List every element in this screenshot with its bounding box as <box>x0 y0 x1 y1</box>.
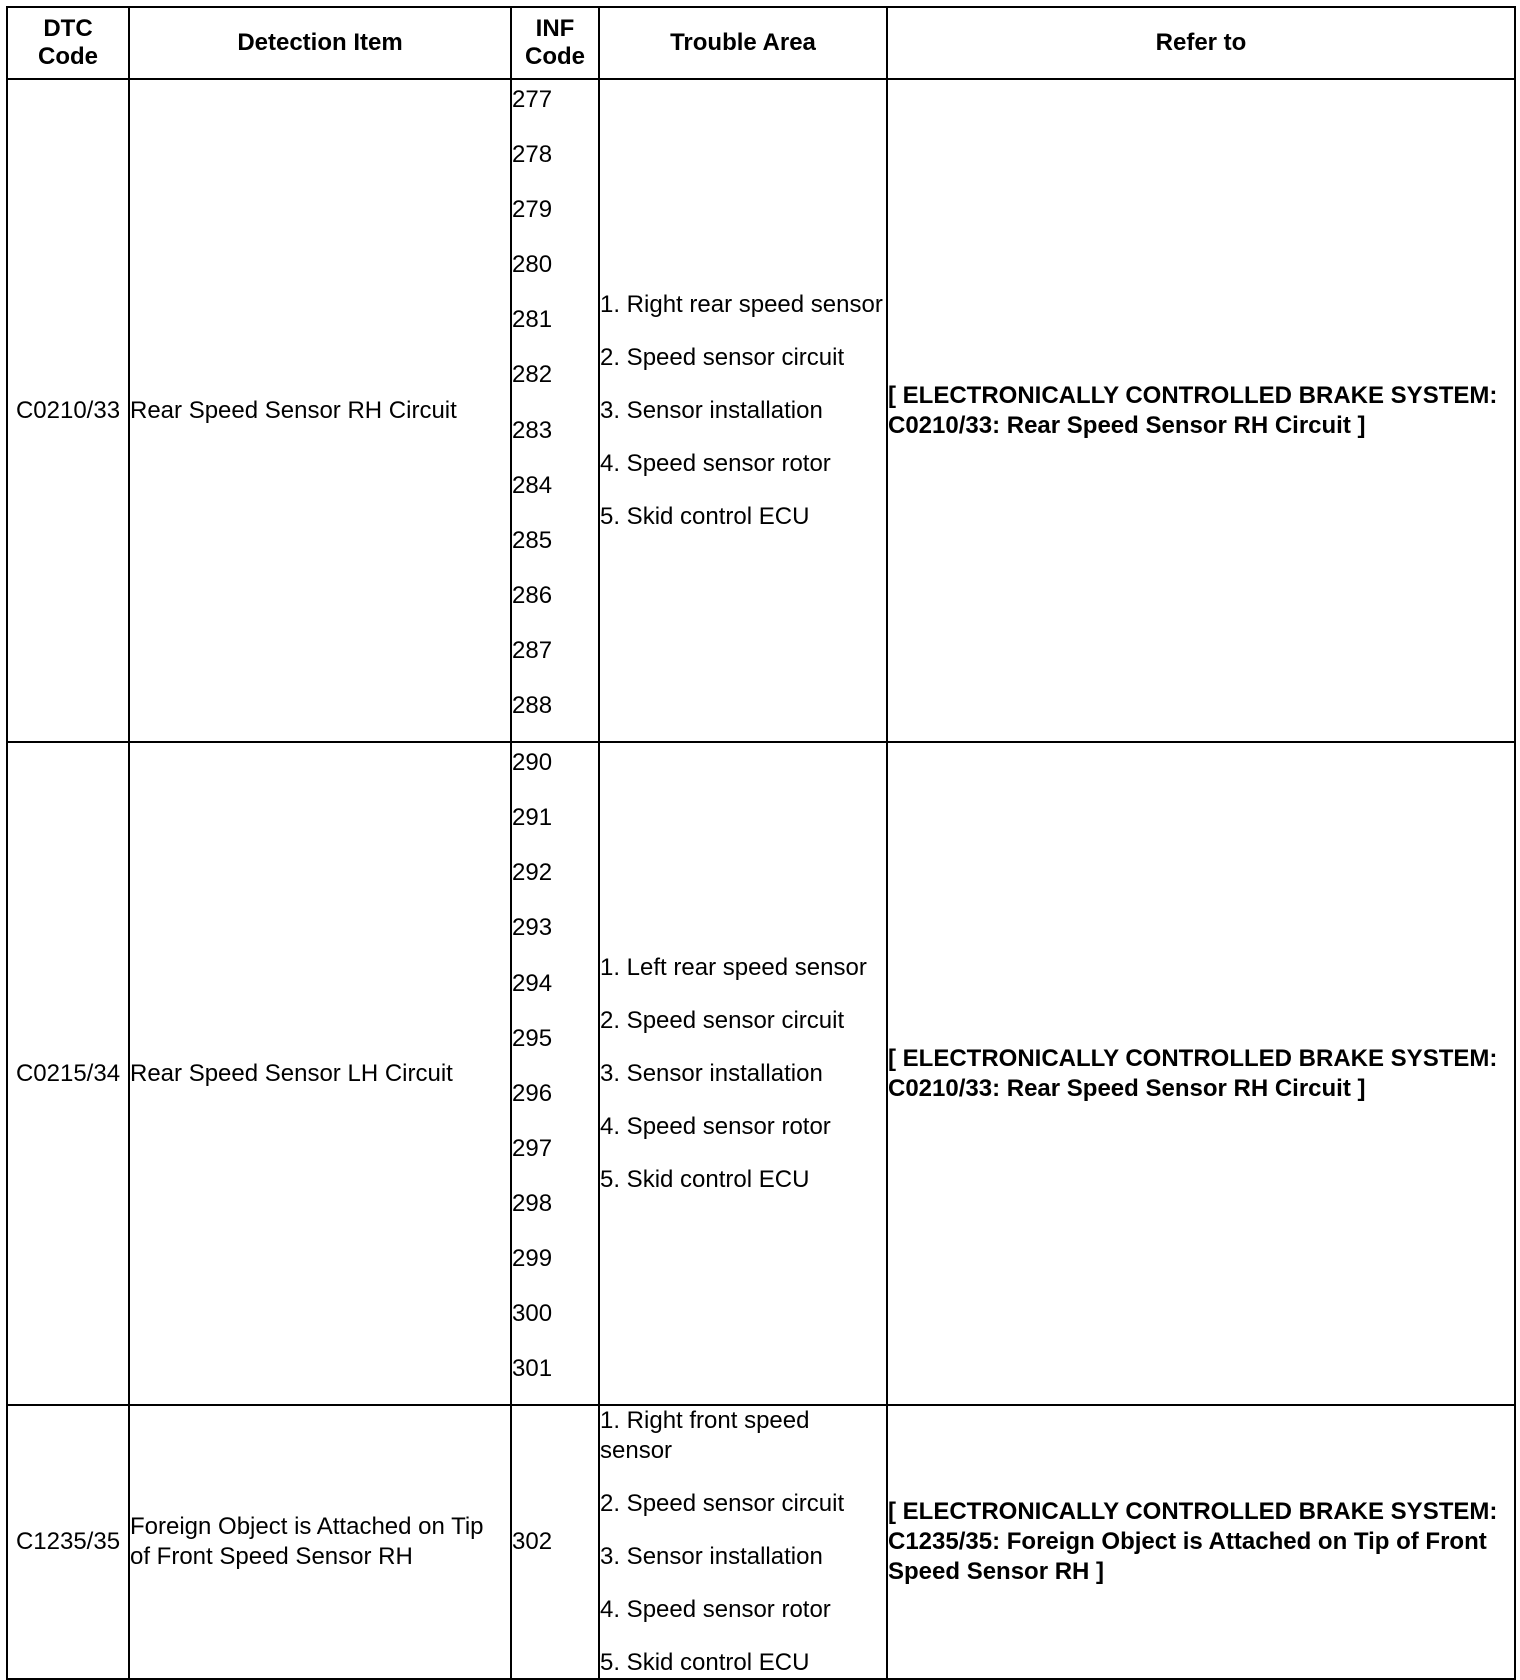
trouble-area-cell <box>599 1405 887 1679</box>
header-refer-to: Refer to <box>887 7 1515 79</box>
refer-to-link[interactable]: [ ELECTRONICALLY CONTROLLED BRAKE SYSTEM: C0210/33: Rear Speed Sensor RH Circuit ] <box>887 742 1515 1405</box>
detection-item-cell: Foreign Object is Attached on Tip of Front Speed Sensor RH <box>129 1405 511 1679</box>
trouble-area-item: 3. Sensor installation <box>600 396 823 424</box>
header-inf-code-line2: Code <box>525 43 585 70</box>
header-dtc-code <box>7 7 129 79</box>
inf-code: 282 <box>512 361 553 389</box>
trouble-area-item: 2. Speed sensor circuit <box>600 343 845 371</box>
header-inf-code <box>511 7 599 79</box>
detection-item-cell: Rear Speed Sensor LH Circuit <box>129 742 511 1405</box>
inf-code: 283 <box>512 416 553 444</box>
inf-code: 297 <box>512 1134 553 1162</box>
header-trouble-area: Trouble Area <box>599 7 887 79</box>
inf-code: 286 <box>512 581 553 609</box>
trouble-area-item: 5. Skid control ECU <box>600 1649 810 1677</box>
refer-to-link[interactable]: [ ELECTRONICALLY CONTROLLED BRAKE SYSTEM: C0210/33: Rear Speed Sensor RH Circuit ] <box>887 79 1515 742</box>
inf-code-cell <box>511 742 599 1405</box>
inf-code: 300 <box>512 1300 553 1328</box>
inf-code: 293 <box>512 914 553 942</box>
inf-code: 280 <box>512 251 553 279</box>
header-row <box>7 7 1515 79</box>
trouble-area-item: 4. Speed sensor rotor <box>600 1112 831 1140</box>
inf-code: 290 <box>512 749 553 777</box>
dtc-code-cell: C1235/35 <box>7 1405 129 1679</box>
trouble-area-item: 2. Speed sensor circuit <box>600 1490 845 1518</box>
header-dtc-code-line2: Code <box>38 43 98 70</box>
table-row <box>7 1405 1515 1679</box>
inf-code: 279 <box>512 196 553 224</box>
inf-code: 281 <box>512 306 553 334</box>
inf-code: 295 <box>512 1024 553 1052</box>
trouble-area-item: 4. Speed sensor rotor <box>600 449 831 477</box>
inf-code: 287 <box>512 636 553 664</box>
inf-code: 292 <box>512 859 553 887</box>
trouble-area-item: 5. Skid control ECU <box>600 1165 810 1193</box>
header-inf-code-line1: INF <box>535 15 575 42</box>
inf-code: 296 <box>512 1079 553 1107</box>
refer-to-link[interactable]: [ ELECTRONICALLY CONTROLLED BRAKE SYSTEM: C1235/35: Foreign Object is Attached on Tip of Front Speed Sensor RH ] <box>887 1405 1515 1679</box>
dtc-code-cell: C0210/33 <box>7 79 129 742</box>
trouble-area-item: 3. Sensor installation <box>600 1059 823 1087</box>
inf-code: 294 <box>512 969 553 997</box>
trouble-area-item: 1. Right rear speed sensor <box>600 290 883 318</box>
trouble-area-item: 1. Left rear speed sensor <box>600 953 867 981</box>
table-row <box>7 742 1515 1405</box>
trouble-area-item: 3. Sensor installation <box>600 1543 823 1571</box>
trouble-area-item: 1. Right front speed sensor <box>600 1407 810 1465</box>
trouble-area-item: 4. Speed sensor rotor <box>600 1596 831 1624</box>
trouble-area-cell <box>599 79 887 742</box>
inf-code: 278 <box>512 141 553 169</box>
inf-code: 277 <box>512 86 553 113</box>
inf-code: 285 <box>512 526 553 554</box>
inf-code: 288 <box>512 692 553 720</box>
inf-code: 302 <box>512 1528 553 1556</box>
detection-item-cell: Rear Speed Sensor RH Circuit <box>129 79 511 742</box>
header-dtc-code-line1: DTC <box>43 15 93 42</box>
header-detection-item: Detection Item <box>129 7 511 79</box>
trouble-area-cell <box>599 742 887 1405</box>
inf-code-cell <box>511 1405 599 1679</box>
dtc-code-cell: C0215/34 <box>7 742 129 1405</box>
trouble-area-item: 5. Skid control ECU <box>600 502 810 530</box>
inf-code: 298 <box>512 1189 553 1217</box>
inf-code-cell <box>511 79 599 742</box>
table-row <box>7 79 1515 742</box>
inf-code: 284 <box>512 471 553 499</box>
dtc-table <box>6 6 1516 1680</box>
inf-code: 301 <box>512 1355 553 1383</box>
inf-code: 291 <box>512 804 553 832</box>
table-body <box>7 79 1515 1679</box>
trouble-area-item: 2. Speed sensor circuit <box>600 1006 845 1034</box>
inf-code: 299 <box>512 1244 553 1272</box>
